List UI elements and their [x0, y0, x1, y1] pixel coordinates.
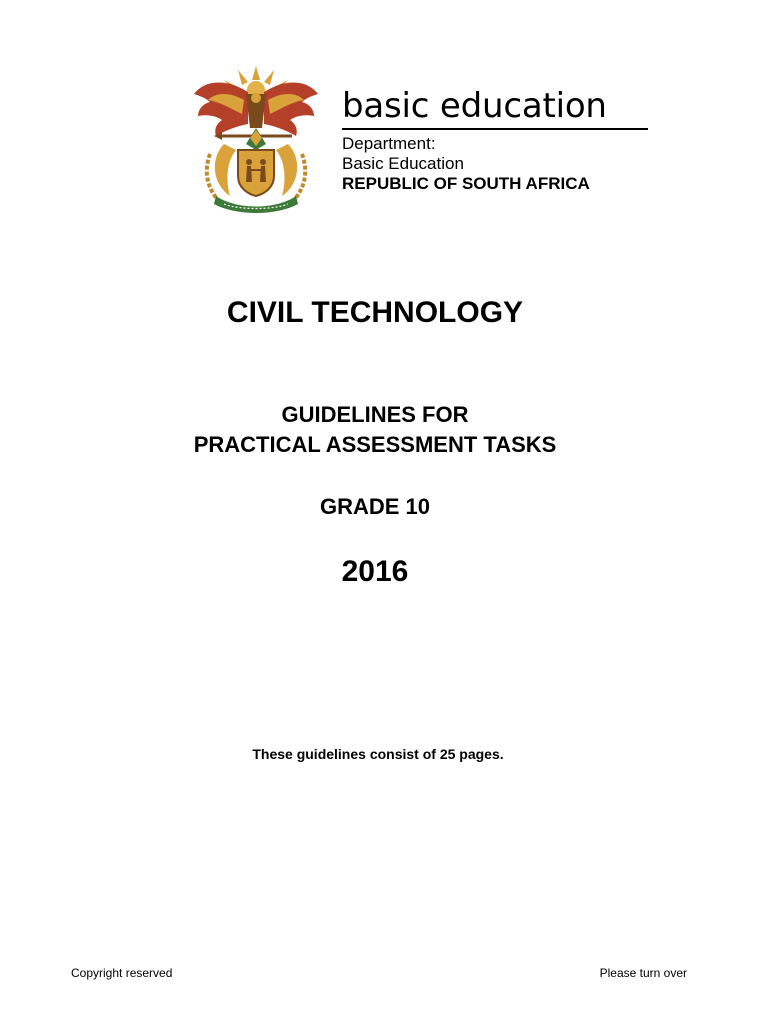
department-branding — [342, 86, 648, 194]
motto-ribbon-icon — [214, 196, 298, 213]
brand-title: basic education — [342, 86, 607, 126]
department-label: Department: — [342, 134, 436, 153]
protea-flower-icon — [246, 128, 266, 150]
turn-over-note: Please turn over — [599, 966, 687, 980]
subject-title: CIVIL TECHNOLOGY — [226, 296, 524, 329]
shield-icon — [238, 150, 274, 196]
grade-label: GRADE 10 — [319, 494, 431, 519]
heading-line-2: PRACTICAL ASSESSMENT TASKS — [193, 432, 557, 457]
brand-divider — [342, 128, 648, 130]
country-name: REPUBLIC OF SOUTH AFRICA — [342, 174, 590, 193]
copyright-note: Copyright reserved — [71, 966, 173, 980]
page-count-note: These guidelines consist of 25 pages. — [252, 746, 504, 762]
department-name: Basic Education — [342, 154, 464, 173]
year-label: 2016 — [341, 555, 409, 588]
heading-line-1: GUIDELINES FOR — [281, 402, 469, 427]
coat-of-arms-logo — [186, 58, 326, 214]
